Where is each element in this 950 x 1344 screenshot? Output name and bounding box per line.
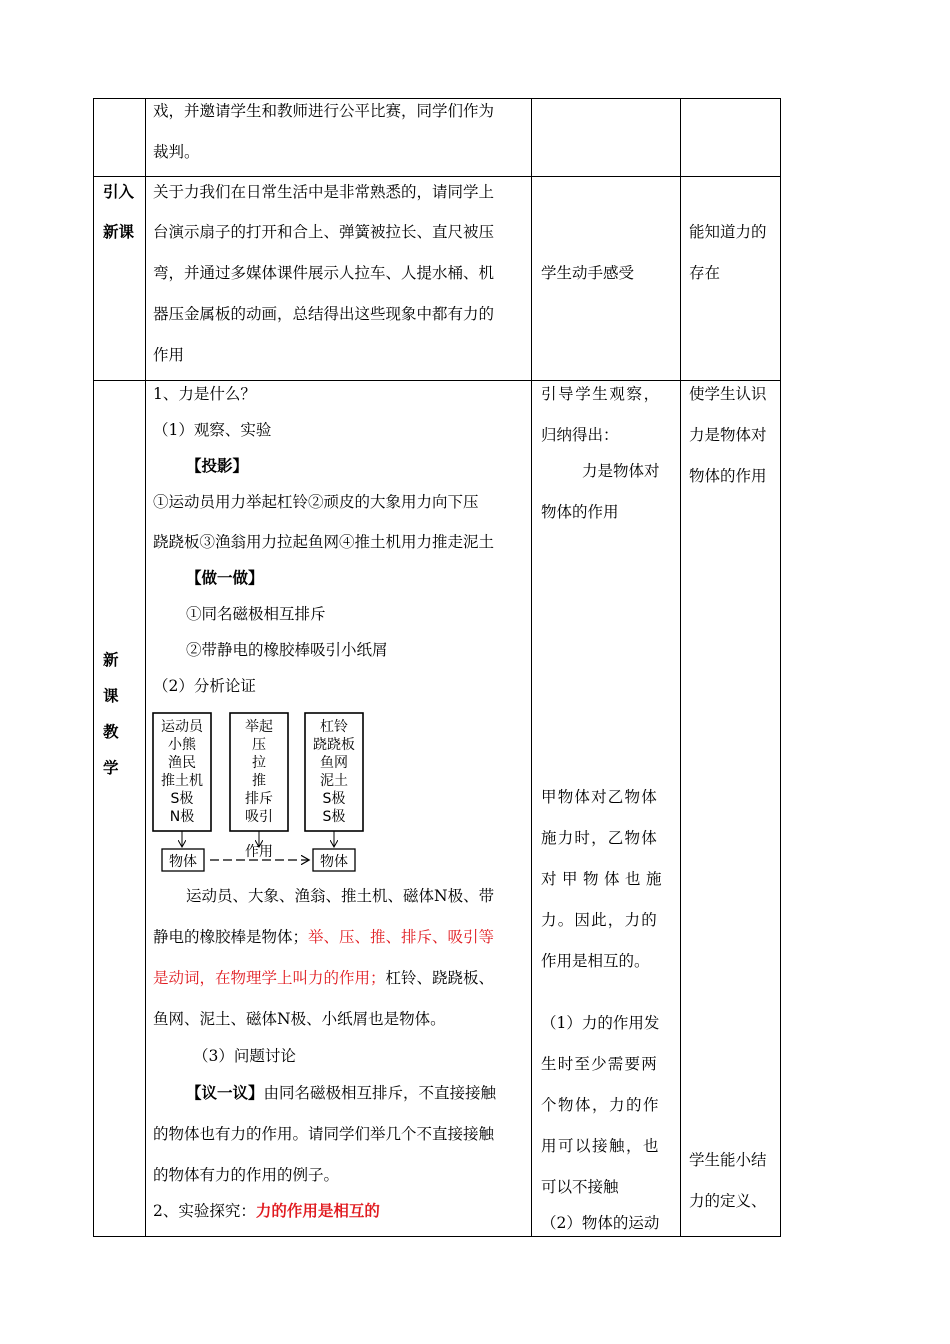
- student-line: 生时至少需要两: [541, 1055, 658, 1073]
- student-line: 归纳得出：: [541, 426, 619, 444]
- diagram-box-label: 鱼网: [320, 755, 348, 771]
- discuss-line: 的物体有力的作用的例子。: [153, 1166, 340, 1184]
- diagram-box-label: 吸引: [245, 809, 273, 825]
- question-text: 2、实验探究：: [153, 1202, 256, 1220]
- diagram-box-actions-labels: [245, 718, 273, 825]
- diagram-box-label: 运动员: [161, 719, 203, 735]
- diagram-box-label: 举起: [245, 719, 273, 735]
- subheading: （1）观察、实验: [153, 421, 272, 439]
- student-line: 力。因此，力的: [541, 911, 658, 929]
- student-line: 施力时，乙物体: [541, 829, 658, 847]
- diagram-box-label: S极: [170, 791, 194, 807]
- analysis-line: [153, 971, 494, 987]
- student-line: 可以不接触: [541, 1178, 619, 1196]
- student-line: 个物体，力的作: [541, 1096, 661, 1114]
- analysis-highlight: 举、压、推、排斥、吸引等: [308, 928, 495, 946]
- row2-content-line: 台演示扇子的打开和合上、弹簧被拉长、直尺被压: [153, 223, 495, 241]
- analysis-line: [153, 930, 494, 946]
- row2-content-line: 器压金属板的动画，总结得出这些现象中都有力的: [153, 305, 495, 323]
- diagram-arrow-label: 作用: [245, 844, 273, 860]
- diagram-object-left-label: 物体: [169, 854, 197, 870]
- analysis-text: 杠铃、跷跷板、: [385, 969, 495, 987]
- diagram-box-label: 小熊: [168, 737, 196, 753]
- diagram-box-label: 泥土: [320, 773, 348, 789]
- student-line: 力是物体对: [582, 462, 660, 480]
- question-heading: 1、力是什么？: [153, 385, 256, 403]
- diagram-box-label: 排斥: [245, 791, 273, 807]
- projection-line: 跷跷板③渔翁用力拉起鱼网④推土机用力推走泥土: [153, 533, 495, 551]
- subheading: （3）问题讨论: [193, 1047, 296, 1065]
- projection-line: ①运动员用力举起杠铃②顽皮的大象用力向下压: [153, 493, 479, 511]
- row2-content-line: 弯，并通过多媒体课件展示人拉车、人提水桶、机: [153, 264, 495, 282]
- goal-line: 力的定义、: [689, 1192, 767, 1210]
- section-label: 学: [103, 759, 119, 777]
- diagram-box-subjects-labels: [161, 718, 204, 825]
- row2-content-line: 作用: [153, 346, 185, 364]
- diagram-box-label: S极: [322, 809, 346, 825]
- student-line: 引导学生观察，: [541, 385, 661, 403]
- diagram-box-label: 推土机: [161, 773, 203, 789]
- student-line: 用可以接触，也: [541, 1137, 661, 1155]
- diagram-box-label: 拉: [252, 755, 266, 771]
- try-label: 【做一做】: [186, 569, 264, 587]
- section-label: 新: [103, 651, 119, 669]
- discuss-line: 的物体也有力的作用。请同学们举几个不直接接触: [153, 1125, 495, 1143]
- goal-line: 力是物体对: [689, 426, 767, 444]
- student-activity: 学生动手感受: [541, 264, 635, 282]
- goal-line: 物体的作用: [689, 467, 767, 485]
- goal-line: 存在: [689, 264, 721, 282]
- try-item: ①同名磁极相互排斥: [186, 605, 326, 623]
- student-line: 物体的作用: [541, 503, 619, 521]
- analysis-highlight: 是动词，在物理学上叫力的作用；: [153, 969, 386, 987]
- section-label: 引入: [103, 183, 135, 201]
- row1-content-line: 戏，并邀请学生和教师进行公平比赛，同学们作为: [153, 102, 495, 120]
- question-highlight: 力的作用是相互的: [255, 1202, 380, 1220]
- diagram-box-objects-labels: [313, 718, 355, 825]
- diagram-box-label: N极: [169, 809, 195, 825]
- subheading: （2）分析论证: [153, 677, 256, 695]
- discuss-line: [186, 1086, 496, 1102]
- analysis-line: 运动员、大象、渔翁、推土机、磁体N极、带: [186, 887, 495, 905]
- projection-label: 【投影】: [186, 457, 249, 475]
- row2-content-line: 关于力我们在日常生活中是非常熟悉的，请同学上: [153, 183, 495, 201]
- student-line: 作用是相互的。: [541, 952, 650, 970]
- section-label: 课: [103, 687, 119, 705]
- student-line: 甲物体对乙物体: [541, 788, 658, 806]
- goal-line: 使学生认识: [689, 385, 767, 403]
- row1-content-line: 裁判。: [153, 143, 200, 161]
- diagram-box-label: 压: [252, 737, 266, 753]
- diagram-object-right-label: 物体: [320, 854, 348, 870]
- diagram-box-label: 渔民: [168, 755, 196, 771]
- student-line: （1）力的作用发: [541, 1014, 660, 1032]
- try-item: ②带静电的橡胶棒吸引小纸屑: [186, 641, 388, 659]
- section-label: 新课: [103, 223, 135, 241]
- diagram-box-label: 推: [252, 773, 266, 789]
- discuss-text: 由同名磁极相互排斥，不直接接触: [263, 1084, 497, 1102]
- student-line: 对甲物体也施: [541, 870, 668, 888]
- diagram-box-label: 杠铃: [320, 719, 348, 735]
- question-heading: [153, 1204, 380, 1220]
- diagram-box-label: S极: [322, 791, 346, 807]
- goal-line: 能知道力的: [689, 223, 767, 241]
- goal-line: 学生能小结: [689, 1151, 767, 1169]
- analysis-line: 鱼网、泥土、磁体N极、小纸屑也是物体。: [153, 1010, 446, 1028]
- diagram-box-label: 跷跷板: [313, 737, 355, 753]
- discuss-label: 【议一议】: [186, 1084, 264, 1102]
- analysis-text: 静电的橡胶棒是物体；: [153, 928, 309, 946]
- section-label: 教: [103, 723, 119, 741]
- student-line: （2）物体的运动: [541, 1214, 660, 1232]
